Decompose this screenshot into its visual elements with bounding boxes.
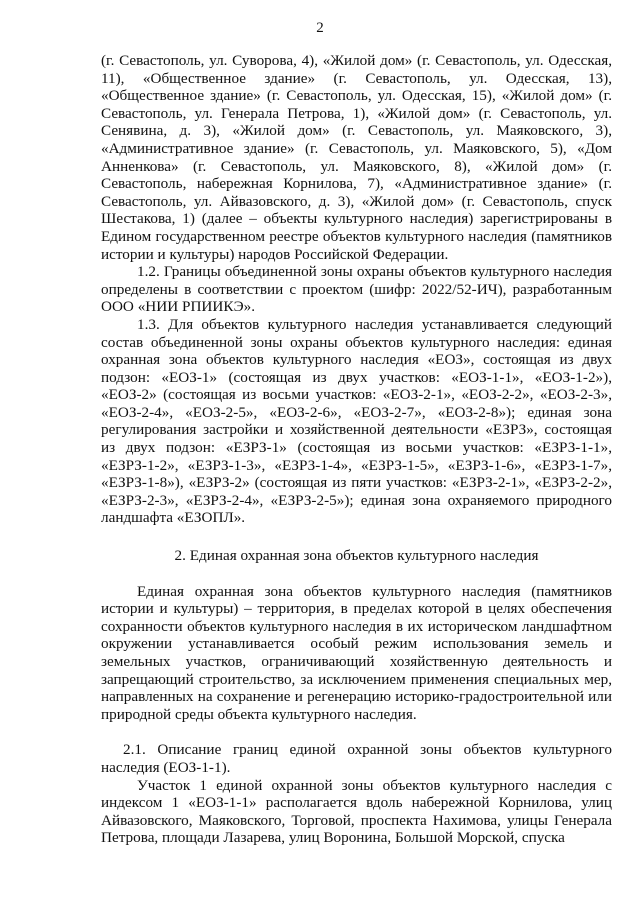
paragraph-2-1-description: 2.1. Описание границ единой охранной зоны объектов культурного наследия (ЕОЗ-1-1). [101,741,612,776]
page-number: 2 [316,20,324,36]
document-body [101,52,612,847]
paragraph-definition: Единая охранная зона объектов культурного наследия (памятников истории и культуры) – территория, в пределах которой в целях обеспечения сохранности объектов культурного наследия в их историческом ландшафтном окружении устанавливается особый режим использования земель и земельных участков, ограничивающий хозяйственную деятельность и запрещающий строительство, за исключением применения специальных мер, направленных на сохранение и регенерацию историко-градостроительной или природной среды объекта культурного наследия. [101,582,612,723]
paragraph-plot-1: Участок 1 единой охранной зоны объектов культурного наследия с индексом 1 «ЕОЗ-1-1» располагается вдоль набережной Корнилова, улиц Айвазовского, Маяковского, Торговой, проспекта Нахимова, улицы Генерала Петрова, площади Лазарева, улиц Воронина, Большой Морской, спуска [101,776,612,847]
paragraph-object-list: (г. Севастополь, ул. Суворова, 4), «Жилой дом» (г. Севастополь, ул. Одесская, 11), «Общественное здание» (г. Севастополь, ул. Одесская, 13), «Общественное здание» (г. Севастополь, ул. Одесская, 15), «Жилой дом» (г. Севастополь, ул. Генерала Петрова, 1), «Жилой дом» (г. Севастополь, ул. Сенявина, д. 3), «Жилой дом» (г. Севастополь, ул. Маяковского, 3), «Административное здание» (г. Севастополь, ул. Маяковского, 5), «Дом Анненкова» (г. Севастополь, ул. Маяковского, 8), «Жилой дом» (г. Севастополь, набережная Корнилова, 7), «Административное здание» (г. Севастополь, ул. Айвазовского, д. 3), «Жилой дом» (г. Севастополь, спуск Шестакова, 1) (далее – объекты культурного наследия) зарегистрированы в Едином государственном реестре объектов культурного наследия (памятников истории и культуры) народов Российской Федерации. [101,52,612,263]
paragraph-1-2-zone-boundaries: 1.2. Границы объединенной зоны охраны объектов культурного наследия определены в соответствии с проектом (шифр: 2022/52-ИЧ), разработанным ООО «НИИ РПИИКЭ». [101,263,612,316]
section-heading-2: 2. Единая охранная зона объектов культурного наследия [174,547,539,565]
paragraph-1-3-zone-composition: 1.3. Для объектов культурного наследия устанавливается следующий состав объединенной зоны охраны объектов культурного наследия: единая охранная зона объектов культурного наследия «ЕОЗ», состоящая из двух подзон: «ЕОЗ-1» (состоящая из двух участков: «ЕОЗ-1-1», «ЕОЗ-1-2»), «ЕОЗ-2» (состоящая из восьми участков: «ЕОЗ-2-1», «ЕОЗ-2-2», «ЕОЗ-2-3», «ЕОЗ-2-4», «ЕОЗ-2-5», «ЕОЗ-2-6», «ЕОЗ-2-7», «ЕОЗ-2-8»); единая зона регулирования застройки и хозяйственной деятельности «ЕЗРЗ», состоящая из двух подзон: «ЕЗРЗ-1» (состоящая из восьми участков: «ЕЗРЗ-1-1», «ЕЗРЗ-1-2», «ЕЗРЗ-1-3», «ЕЗРЗ-1-4», «ЕЗРЗ-1-5», «ЕЗРЗ-1-6», «ЕЗРЗ-1-7», «ЕЗРЗ-1-8»), «ЕЗРЗ-2» (состоящая из пяти участков: «ЕЗРЗ-2-1», «ЕЗРЗ-2-2», «ЕЗРЗ-2-3», «ЕЗРЗ-2-4», «ЕЗРЗ-2-5»); единая зона охраняемого природного ландшафта «ЕЗОПЛ». [101,315,612,527]
